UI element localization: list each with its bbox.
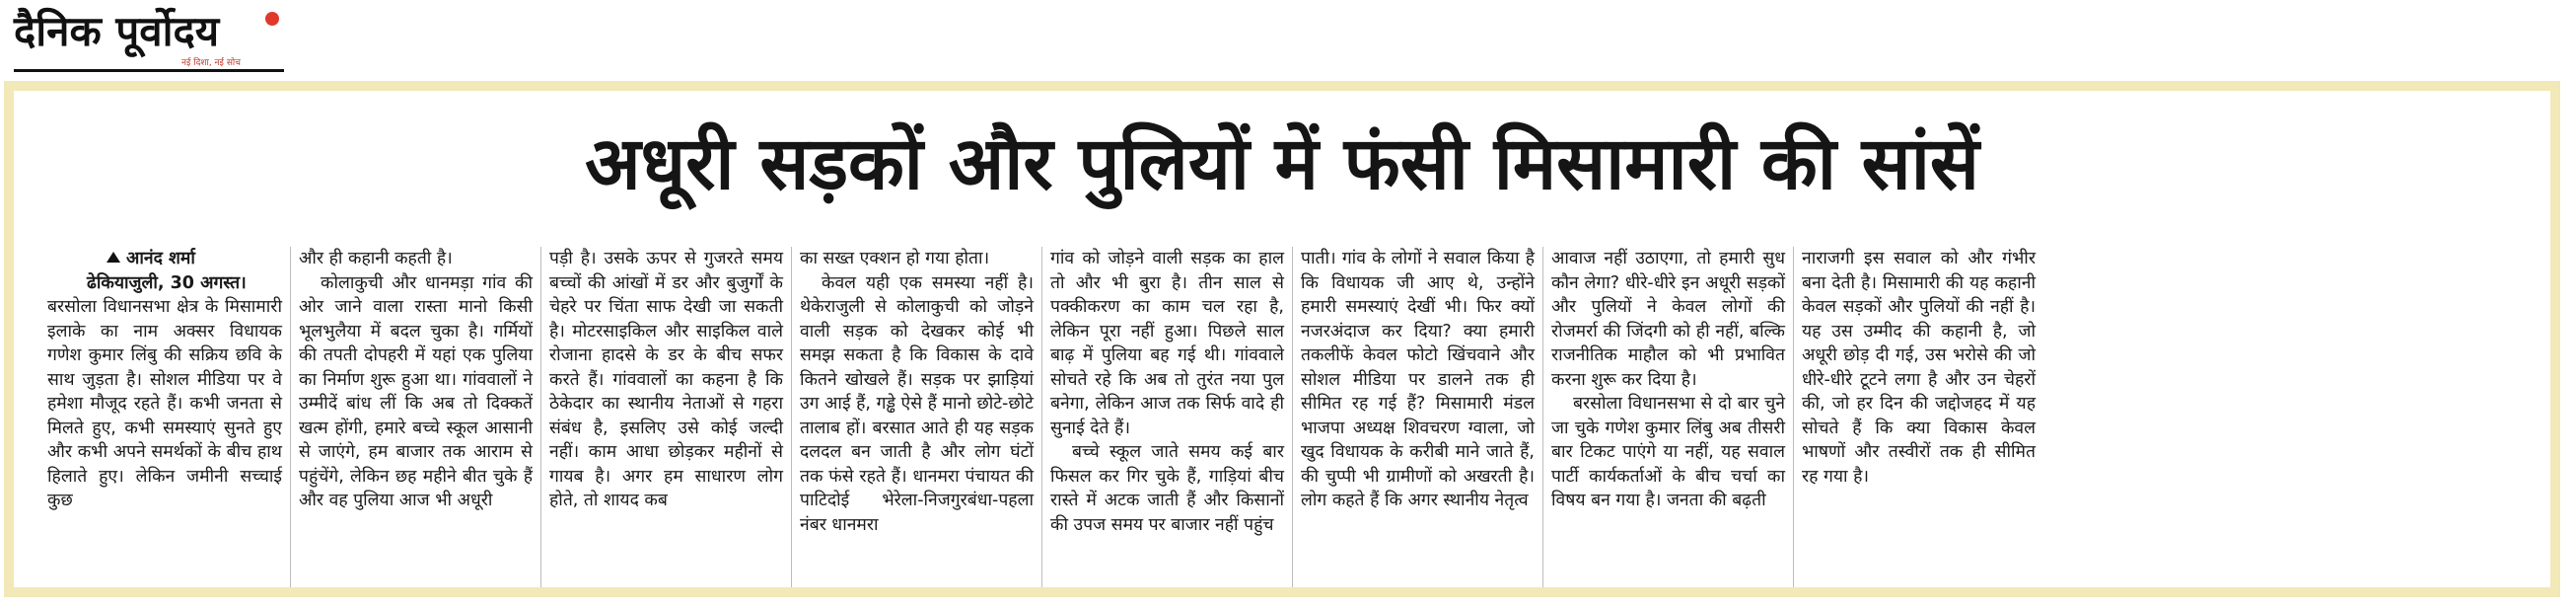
paragraph: और ही कहानी कहती है। (299, 249, 453, 268)
byline-author: आनंद शर्मा (126, 249, 195, 268)
newspaper-tagline: नई दिशा, नई सोच (181, 58, 241, 68)
paragraph: केवल यही एक समस्या नहीं है। थेकेराजुली से कोलाकुची को जोड़ने वाली सड़क को देखकर कोई भी समझ सकता है कि विकास के दावे कितने खोखले हैं। सड़क पर झाड़ियां उग आई हैं, गड्ढे ऐसे हैं मानो छोटे-छोटे तालाब हों। बरसात आते ही यह सड़क दलदल बन जाती है और लोग घंटों तक फंसे रहते हैं। धानमरा पंचायत की पाटिदोई भेरेला-निजगुरबंधा-पहला नंबर धानमरा (800, 272, 1034, 535)
article-column-3 (540, 247, 791, 587)
paragraph: बरसोला विधानसभा से दो बार चुने जा चुके गणेश कुमार लिंबु अब तीसरी बार टिकट पाएंगे या नहीं, यह सवाल पार्टी कार्यकर्ताओं के बीच चर्चा का विषय बन गया है। जनता की बढ़ती (1551, 394, 1785, 510)
paragraph: का सख्त एक्शन हो गया होता। (800, 249, 990, 268)
paragraph: गांव को जोड़ने वाली सड़क का हाल तो और भी बुरा है। तीन साल से पक्कीकरण का काम चल रहा है, लेकिन पूरा नहीं हुआ। पिछले साल बाढ़ में पुलिया बह गई थी। गांववाले सोचते रहे कि अब तो तुरंत नया पुल बनेगा, लेकिन आज तक सिर्फ वादे ही सुनाई देते हैं। (1050, 249, 1284, 438)
article-column-8 (1793, 247, 2043, 587)
masthead (14, 6, 284, 69)
paragraph: कोलाकुची और धानमड़ा गांव की ओर जाने वाला रास्ता मानो किसी भूलभुलैया में बदल चुका है। गर्मियों की तपती दोपहरी में यहां एक पुलिया का निर्माण शुरू हुआ था। गांववालों ने उम्मीदें बांध लीं कि अब तो दिक्कतें खत्म होंगी, हमारे बच्चे स्कूल आसानी से जाएंगे, हम बाजार तक आराम से पहुंचेंगे, लेकिन छह महीने बीत चुके हैं और वह पुलिया आज भी अधूरी (299, 272, 533, 510)
article-body (39, 247, 2544, 587)
article-column-1 (39, 247, 290, 587)
article-headline: अधूरी सड़कों और पुलियों में फंसी मिसामारी की सांसें (585, 121, 1979, 206)
paragraph: आवाज नहीं उठाएगा, तो हमारी सुध कौन लेगा? धीरे-धीरे इन अधूरी सड़कों और पुलियों ने केवल लोगों की रोजमर्रा की जिंदगी को ही नहीं, बल्कि राजनीतिक माहौल को भी प्रभावित करना शुरू कर दिया है। (1551, 249, 1785, 390)
article-column-6 (1292, 247, 1542, 587)
paragraph: बरसोला विधानसभा क्षेत्र के मिसामारी इलाके का नाम अक्सर विधायक गणेश कुमार लिंबु की सक्रिय छवि के साथ जुड़ता है। सोशल मीडिया पर वे हमेशा मौजूद रहते हैं। कभी जनता से मिलते हुए, कभी समस्याएं सुनते हुए और कभी अपने समर्थकों के बीच हाथ हिलाते हुए। लेकिन जमीनी सच्चाई कुछ (47, 297, 282, 510)
masthead-rule (14, 69, 284, 72)
dateline: ढेकियाजुली, 30 अगस्त। (87, 272, 247, 293)
article-column-7 (1542, 247, 1793, 587)
paragraph: बच्चे स्कूल जाते समय कई बार फिसल कर गिर चुके हैं, गाड़ियां बीच रास्ते में अटक जाती हैं और किसानों की उपज समय पर बाजार नहीं पहुंच (1050, 442, 1284, 535)
newspaper-name: दैनिक पूर्वोदय (14, 7, 220, 55)
triangle-marker-icon (107, 252, 120, 263)
article-column-2 (290, 247, 540, 587)
article-frame (4, 81, 2560, 597)
article-column-4 (791, 247, 1041, 587)
paragraph: पड़ी है। उसके ऊपर से गुजरते समय बच्चों की आंखों में डर और बुजुर्गों के चेहरे पर चिंता साफ देखी जा सकती है। मोटरसाइकिल और साइकिल वाले रोजाना हादसे के डर के बीच सफर करते हैं। गांववालों का कहना है कि ठेकेदार का स्थानीय नेताओं से गहरा संबंध है, इसलिए उसे कोई जल्दी नहीं। काम आधा छोड़कर महीनों से गायब है। अगर हम साधारण लोग होते, तो शायद कब (549, 249, 783, 510)
paragraph: पाती। गांव के लोगों ने सवाल किया है कि विधायक जी आए थे, उन्होंने हमारी समस्याएं देखीं भी। फिर क्यों नजरअंदाज कर दिया? क्या हमारी तकलीफें केवल फोटो खिंचवाने और सोशल मीडिया पर डालने तक ही सीमित रह गई हैं? मिसामारी मंडल भाजपा अध्यक्ष शिवचरण ग्वाला, जो खुद विधायक के करीबी माने जाते हैं, की चुप्पी भी ग्रामीणों को अखरती है। लोग कहते हैं कि अगर स्थानीय नेतृत्व (1301, 249, 1535, 510)
logo-dot-icon (265, 12, 279, 26)
byline (47, 247, 282, 271)
article-column-5 (1041, 247, 1292, 587)
paragraph: नाराजगी इस सवाल को और गंभीर बना देती है। मिसामारी की यह कहानी केवल सड़कों और पुलियों की नहीं है। यह उस उम्मीद की कहानी है, जो अधूरी छोड़ दी गई, उस भरोसे की जो धीरे-धीरे टूटने लगा है और उन चेहरों की, जो हर दिन की जद्दोजहद में यह सोचते हैं कि क्या विकास केवल भाषणों और तस्वीरों तक ही सीमित रह गया है। (1802, 249, 2036, 487)
